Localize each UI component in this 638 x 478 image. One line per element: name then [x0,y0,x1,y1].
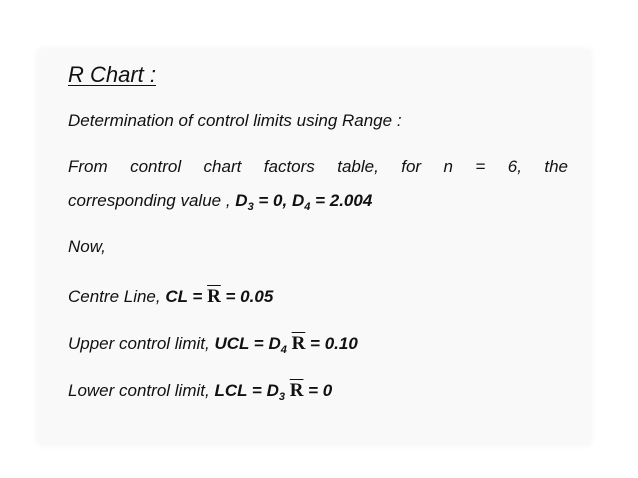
r-bar-symbol: $\overline{R}$ [289,380,304,401]
factors-text: corresponding value , [68,191,231,210]
equals: = [247,381,267,400]
cl-value: = 0.05 [220,287,274,306]
d3-label: D [235,191,248,210]
d4-label: D [291,191,305,210]
word: control [130,157,182,176]
factors-values-line [68,191,373,213]
word: 6, [507,157,522,176]
word: for [401,157,422,176]
lcl-formula [68,380,333,403]
ucl-formula [68,333,358,356]
word: n [443,157,453,176]
ucl-value: = 0.10 [305,334,358,353]
r-bar-symbol: $\overline{R}$ [207,286,221,307]
subheading: Determination of control limits using Range : [68,111,402,130]
d4-value: = 2.004 [310,191,373,210]
d4-subscript: 4 [304,201,311,213]
d3-value: = 0, [253,191,292,210]
ucl-label: UCL [214,334,250,353]
page-title: R Chart : [68,62,157,87]
equals: = [187,287,208,306]
factors-sentence-line [68,158,568,175]
lcl-text: Lower control limit, [68,381,215,400]
d4-label: D [268,334,281,353]
d4-subscript: 4 [280,344,287,356]
equals: = [249,334,269,353]
d3-subscript: 3 [278,391,285,403]
word: factors [263,157,315,176]
lcl-label: LCL [214,381,248,400]
ucl-text: Upper control limit, [68,334,215,353]
centre-line-formula [68,287,273,306]
centre-line-text: Centre Line, [68,287,166,306]
lcl-value: = 0 [303,381,333,400]
word: chart [203,157,242,176]
word: = [475,157,486,176]
cl-label: CL [165,287,188,306]
word: the [544,157,568,176]
now-line: Now, [68,237,106,256]
word: table, [337,157,379,176]
r-bar-symbol: $\overline{R}$ [291,333,306,354]
word: From [68,157,108,176]
d3-subscript: 3 [247,201,254,213]
d3-label: D [266,381,279,400]
